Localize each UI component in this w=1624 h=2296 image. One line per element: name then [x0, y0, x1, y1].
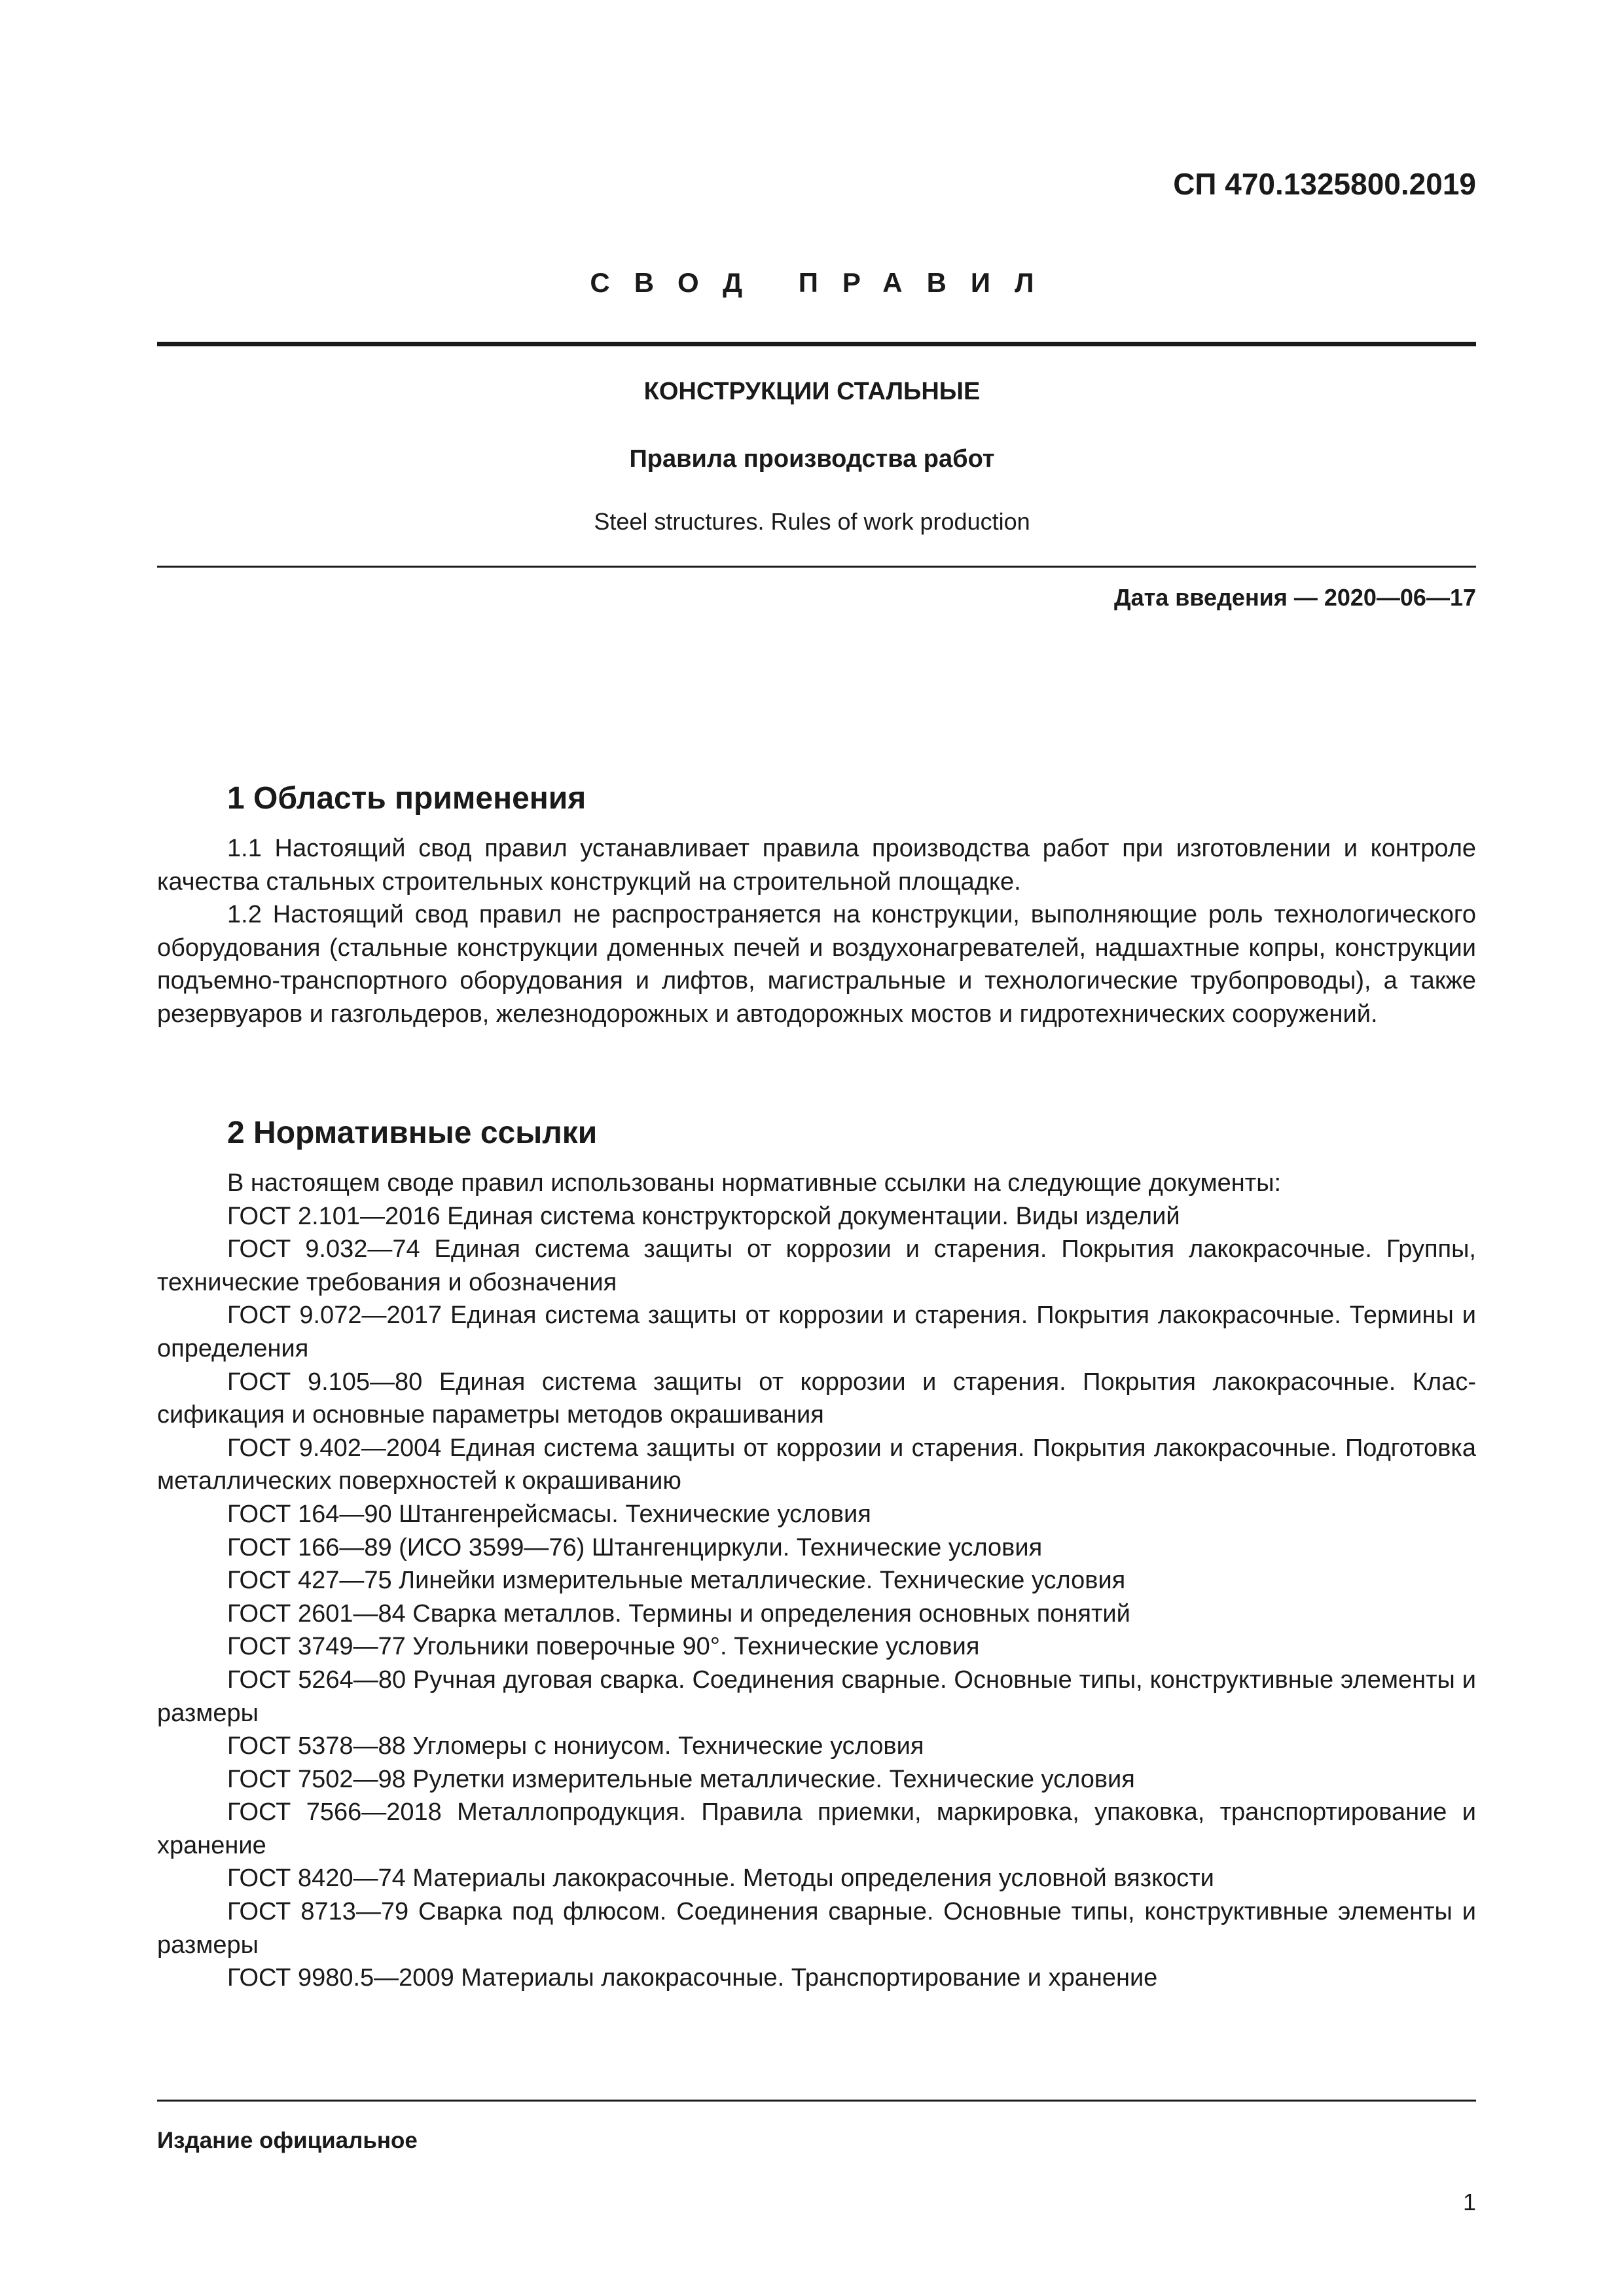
reference-item: ГОСТ 3749—77 Угольники поверочные 90°. Технические условия [227, 1633, 980, 1661]
introduction-date: Дата введения — 2020—06—17 [1113, 584, 1476, 611]
reference-item: ГОСТ 8713—79 Сварка под флюсом. Соединения сварные. Основные типы, конструктивные элементы и размеры [157, 1898, 1476, 1959]
scope-paragraph-1-2: 1.2 Настоящий свод правил не распространяется на конструкции, выполняющие роль технологического оборудования (стальные конструкции доменных печей и воздухонагревателей, надшахтные копры, конструкции подъемно-транспортного оборудования и лифтов, магистральные и технологические трубопроводы), а также резервуаров и газгольдеров, железнодорожных и автодорожных мостов и гидротехнических сооружений. [157, 901, 1476, 1028]
reference-item: ГОСТ 166—89 (ИСО 3599—76) Штангенциркули. Технические условия [227, 1533, 1043, 1561]
footer-rule [157, 2100, 1476, 2102]
reference-item: ГОСТ 2.101—2016 Единая система конструкторской документации. Виды изделий [227, 1202, 1180, 1230]
reference-list [157, 1200, 1476, 1995]
document-title: КОНСТРУКЦИИ СТАЛЬНЫЕ [643, 378, 981, 405]
header-rule-thick [157, 342, 1476, 346]
document-title-english: Steel structures. Rules of work production [594, 508, 1030, 535]
section-scope [157, 780, 1476, 1031]
reference-item: ГОСТ 9.402—2004 Единая система защиты от коррозии и старения. Покрытия лакокрасочные. Подготовка металлических поверхностей к окрашиванию [157, 1434, 1476, 1495]
section-references [157, 1114, 1476, 1995]
reference-item: ГОСТ 9980.5—2009 Материалы лакокрасочные. Транспортирование и хранение [227, 1964, 1158, 1992]
reference-item: ГОСТ 9.105—80 Единая система защиты от коррозии и старения. Покрытия лакокрасочные. Классификация и основные параметры методов окрашивания [157, 1368, 1476, 1429]
reference-item: ГОСТ 7566—2018 Металлопродукция. Правила приемки, маркировка, упаковка, транспортирование и хранение [157, 1798, 1476, 1859]
reference-item: ГОСТ 2601—84 Сварка металлов. Термины и определения основных понятий [227, 1599, 1130, 1628]
reference-item: ГОСТ 9.032—74 Единая система защиты от коррозии и старения. Покрытия лакокрасочные. Группы, технические требования и обозначения [157, 1235, 1476, 1296]
reference-item: ГОСТ 164—90 Штангенрейсмасы. Технические условия [227, 1500, 871, 1528]
reference-item: ГОСТ 5264—80 Ручная дуговая сварка. Соединения сварные. Основные типы, конструктивные элементы и размеры [157, 1666, 1476, 1727]
reference-item: ГОСТ 8420—74 Материалы лакокрасочные. Методы определения условной вязкости [227, 1865, 1214, 1893]
reference-item: ГОСТ 9.072—2017 Единая система защиты от коррозии и старения. Покрытия лакокрасочные. Термины и определения [157, 1302, 1476, 1362]
document-type: СВОД ПРАВИЛ [590, 267, 1058, 298]
document-code: СП 470.1325800.2019 [1173, 167, 1476, 201]
reference-item: ГОСТ 427—75 Линейки измерительные металлические. Технические условия [227, 1567, 1126, 1595]
reference-item: ГОСТ 7502—98 Рулетки измерительные металлические. Технические условия [227, 1765, 1135, 1793]
references-intro: В настоящем своде правил использованы нормативные ссылки на следующие документы: [227, 1169, 1282, 1197]
header-rule-thin [157, 566, 1476, 568]
page-number: 1 [1462, 2189, 1476, 2215]
section-heading-scope: 1 Область применения [227, 781, 586, 816]
scope-paragraph-1-1: 1.1 Настоящий свод правил устанавливает правила производства работ при изготовлении и контроле качества стальных строительных конструкций на строительной площадке. [157, 835, 1476, 896]
document-subtitle: Правила производства работ [629, 445, 995, 473]
reference-item: ГОСТ 5378—88 Угломеры с нониусом. Технические условия [227, 1732, 924, 1760]
official-edition-label: Издание официальное [157, 2128, 418, 2153]
section-heading-references: 2 Нормативные ссылки [227, 1116, 598, 1150]
